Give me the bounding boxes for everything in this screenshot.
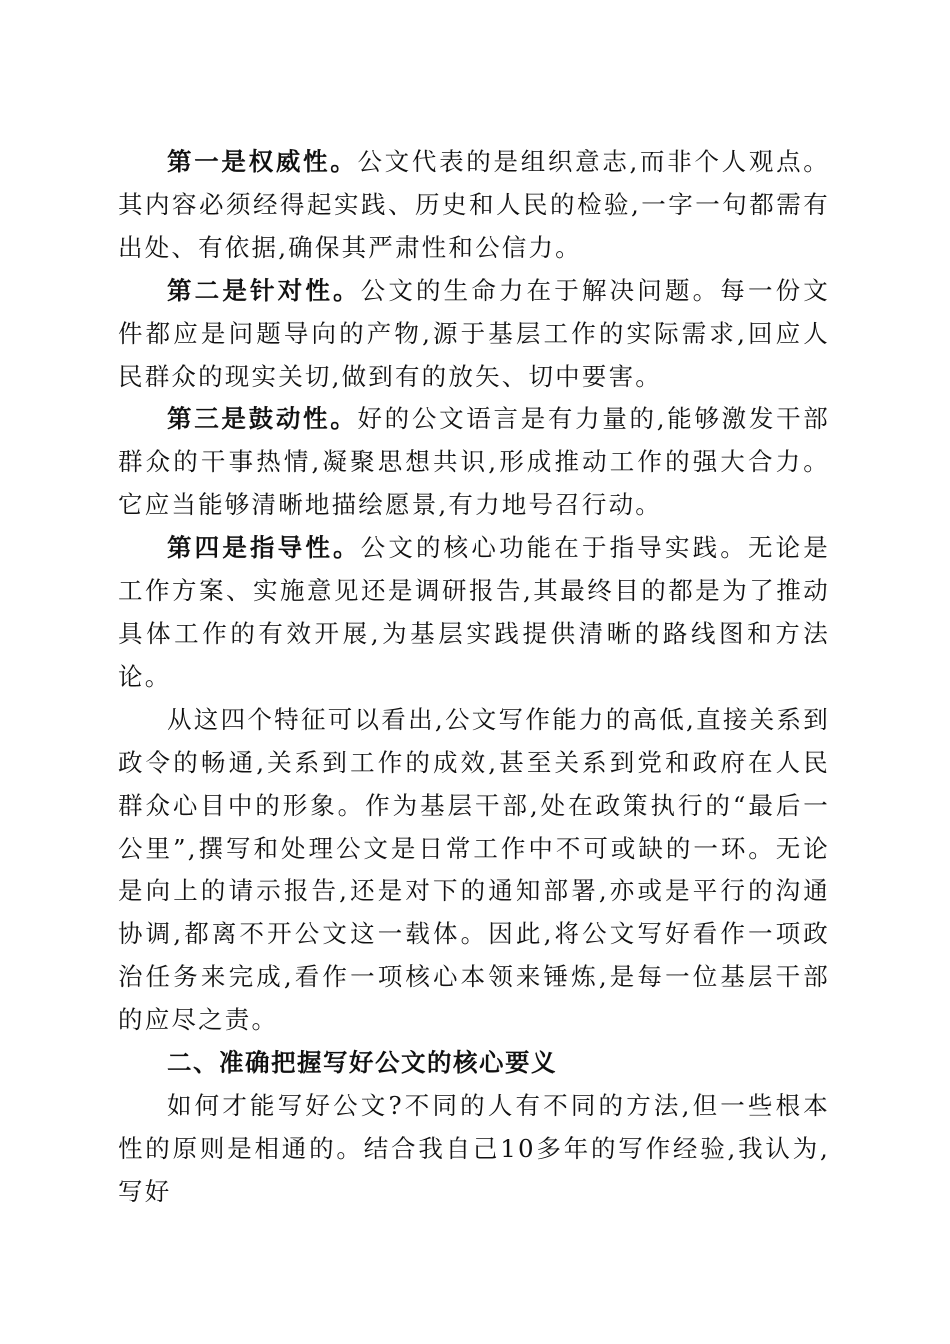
paragraph-text: 公文的核心功能在于指导实践。无论是工作方案、实施意见还是调研报告,其最终目的都是为了推动具体工作的有效开展,为基层实践提供清晰的路线图和方法论。 [118,533,830,691]
section-heading: 二、准确把握写好公文的核心要义 [167,1048,557,1078]
paragraph-lead: 第四是指导性。 [167,533,361,563]
paragraph-lead: 第一是权威性。 [167,147,358,176]
paragraph-closing [118,1085,830,1214]
paragraph-lead: 第二是针对性。 [167,275,361,305]
paragraph-text: 好的公文语言是有力量的,能够激发干部群众的干事热情,凝聚思想共识,形成推动工作的强大合力。它应当能够清晰地描绘愿景,有力地号召行动。 [118,404,830,520]
paragraph-summary [118,699,830,1042]
paragraph-text: 公文的生命力在于解决问题。每一份文件都应是问题导向的产物,源于基层工作的实际需求,回应人民群众的现实关切,做到有的放矢、切中要害。 [118,275,830,391]
paragraph-pertinence [118,270,830,399]
paragraph-lead: 第三是鼓动性。 [167,404,358,434]
paragraph-text: 如何才能写好公文?不同的人有不同的方法,但一些根本性的原则是相通的。结合我自己10多年的写作经验,我认为,写好 [118,1090,830,1206]
document-page [118,141,830,1214]
paragraph-text: 公文代表的是组织意志,而非个人观点。其内容必须经得起实践、历史和人民的检验,一字一句都需有出处、有依据,确保其严肃性和公信力。 [118,147,830,262]
paragraph-guidance [118,527,830,699]
paragraph-inspiration [118,398,830,527]
paragraph-text: 从这四个特征可以看出,公文写作能力的高低,直接关系到政令的畅通,关系到工作的成效,甚至关系到党和政府在人民群众心目中的形象。作为基层干部,处在政策执行的“最后一公里”,撰写和处理公文是日常工作中不可或缺的一环。无论是向上的请示报告,还是对下的通知部署,亦或是平行的沟通协调,都离不开公文这一载体。因此,将公文写好看作一项政治任务来完成,看作一项核心本领来锤炼,是每一位基层干部的应尽之责。 [118,704,830,1035]
paragraph-authority [118,141,830,270]
